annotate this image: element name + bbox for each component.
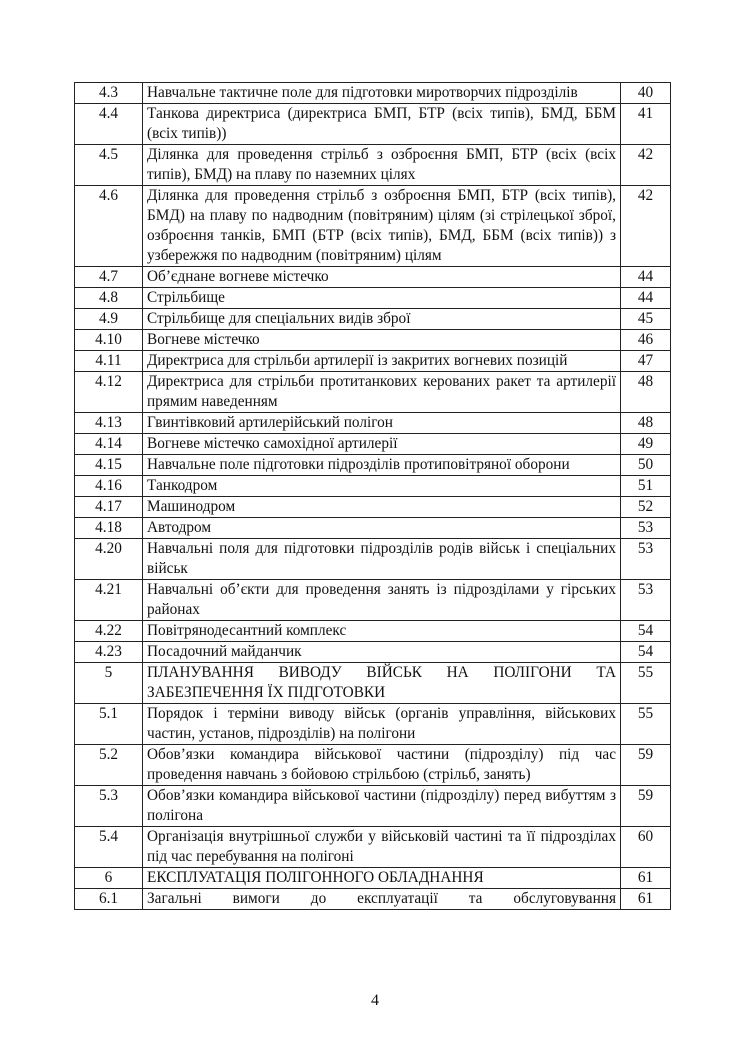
toc-row bbox=[75, 330, 671, 351]
section-title: Обов’язки командира військової частини (підрозділу) перед вибуттям з полігона bbox=[143, 786, 621, 827]
toc-row bbox=[75, 145, 671, 186]
page-ref: 53 bbox=[621, 518, 671, 539]
section-number: 5.3 bbox=[75, 786, 143, 827]
toc-row bbox=[75, 288, 671, 309]
section-title: Навчальне тактичне поле для підготовки миротворчих підрозділів bbox=[143, 83, 621, 104]
page-ref: 59 bbox=[621, 745, 671, 786]
section-title: Автодром bbox=[143, 518, 621, 539]
section-number: 4.6 bbox=[75, 186, 143, 267]
toc-row bbox=[75, 372, 671, 413]
section-number: 4.21 bbox=[75, 580, 143, 621]
section-title: Гвинтівковий артилерійський полігон bbox=[143, 413, 621, 434]
section-title: Об’єднане вогневе містечко bbox=[143, 267, 621, 288]
toc-row bbox=[75, 786, 671, 827]
page-ref: 55 bbox=[621, 663, 671, 704]
toc-row bbox=[75, 267, 671, 288]
toc-row bbox=[75, 663, 671, 704]
toc-row bbox=[75, 476, 671, 497]
section-title: Танкова директриса (директриса БМП, БТР (всіх типів), БМД, ББМ (всіх типів)) bbox=[143, 104, 621, 145]
section-title: Машинодром bbox=[143, 497, 621, 518]
section-number: 4.9 bbox=[75, 309, 143, 330]
toc-row bbox=[75, 351, 671, 372]
toc-row bbox=[75, 455, 671, 476]
section-title: ЕКСПЛУАТАЦІЯ ПОЛІГОННОГО ОБЛАДНАННЯ bbox=[143, 868, 621, 889]
toc-row bbox=[75, 413, 671, 434]
section-number: 4.14 bbox=[75, 434, 143, 455]
toc-row bbox=[75, 434, 671, 455]
page-number: 4 bbox=[371, 992, 379, 1009]
section-number: 4.3 bbox=[75, 83, 143, 104]
page-ref: 52 bbox=[621, 497, 671, 518]
section-number: 5.4 bbox=[75, 827, 143, 868]
toc-row bbox=[75, 745, 671, 786]
toc-row bbox=[75, 497, 671, 518]
section-number: 4.15 bbox=[75, 455, 143, 476]
page-ref: 54 bbox=[621, 621, 671, 642]
page-ref: 53 bbox=[621, 580, 671, 621]
page-ref: 45 bbox=[621, 309, 671, 330]
section-title: Загальні вимоги до експлуатації та обслуговування bbox=[143, 889, 621, 910]
page-ref: 44 bbox=[621, 267, 671, 288]
section-number: 5 bbox=[75, 663, 143, 704]
page-ref: 46 bbox=[621, 330, 671, 351]
page-ref: 54 bbox=[621, 642, 671, 663]
section-number: 6 bbox=[75, 868, 143, 889]
toc-body bbox=[75, 83, 671, 910]
section-number: 4.4 bbox=[75, 104, 143, 145]
section-title: Танкодром bbox=[143, 476, 621, 497]
section-number: 5.2 bbox=[75, 745, 143, 786]
table-of-contents bbox=[74, 82, 671, 910]
page-ref: 40 bbox=[621, 83, 671, 104]
section-title: Вогневе містечко самохідної артилерії bbox=[143, 434, 621, 455]
toc-row bbox=[75, 580, 671, 621]
section-title: ПЛАНУВАННЯ ВИВОДУ ВІЙСЬК НА ПОЛІГОНИ ТА ЗАБЕЗПЕЧЕННЯ ЇХ ПІДГОТОВКИ bbox=[143, 663, 621, 704]
section-number: 5.1 bbox=[75, 704, 143, 745]
toc-row bbox=[75, 104, 671, 145]
section-title: Навчальні об’єкти для проведення занять із підрозділами у гірських районах bbox=[143, 580, 621, 621]
toc-row bbox=[75, 309, 671, 330]
section-number: 4.18 bbox=[75, 518, 143, 539]
toc-row bbox=[75, 868, 671, 889]
section-number: 4.23 bbox=[75, 642, 143, 663]
toc-row bbox=[75, 539, 671, 580]
toc-row bbox=[75, 621, 671, 642]
page-ref: 48 bbox=[621, 372, 671, 413]
page-ref: 55 bbox=[621, 704, 671, 745]
section-title: Повітрянодесантний комплекс bbox=[143, 621, 621, 642]
page-ref: 53 bbox=[621, 539, 671, 580]
section-title: Директриса для стрільби протитанкових керованих ракет та артилерії прямим наведенням bbox=[143, 372, 621, 413]
toc-row bbox=[75, 704, 671, 745]
page-ref: 51 bbox=[621, 476, 671, 497]
toc-row bbox=[75, 83, 671, 104]
section-number: 4.12 bbox=[75, 372, 143, 413]
section-number: 4.13 bbox=[75, 413, 143, 434]
section-title: Порядок і терміни виводу військ (органів управління, військових частин, установ, підрозділів) на полігони bbox=[143, 704, 621, 745]
toc-row bbox=[75, 642, 671, 663]
section-number: 4.17 bbox=[75, 497, 143, 518]
toc-row bbox=[75, 186, 671, 267]
page-ref: 60 bbox=[621, 827, 671, 868]
page-ref: 44 bbox=[621, 288, 671, 309]
section-title: Посадочний майданчик bbox=[143, 642, 621, 663]
section-title: Стрільбище для спеціальних видів зброї bbox=[143, 309, 621, 330]
toc-row bbox=[75, 827, 671, 868]
section-title: Ділянка для проведення стрільб з озброєння БМП, БТР (всіх (всіх типів), БМД) на плаву по наземних цілях bbox=[143, 145, 621, 186]
toc-row bbox=[75, 518, 671, 539]
section-title: Ділянка для проведення стрільб з озброєння БМП, БТР (всіх типів), БМД) на плаву по надводним (повітряним) цілям (зі стрілецької зброї, озброєння танків, БМП (БТР (всіх типів), БМД, ББМ (всіх типів)) з узбережжя по надводним (повітряним) цілям bbox=[143, 186, 621, 267]
section-title: Навчальне поле підготовки підрозділів протиповітряної оборони bbox=[143, 455, 621, 476]
page-ref: 61 bbox=[621, 889, 671, 910]
page-ref: 61 bbox=[621, 868, 671, 889]
section-title: Організація внутрішньої служби у військовій частині та її підрозділах під час перебування на полігоні bbox=[143, 827, 621, 868]
section-title: Обов’язки командира військової частини (підрозділу) під час проведення навчань з бойовою стрільбою (стрільб, занять) bbox=[143, 745, 621, 786]
page-ref: 50 bbox=[621, 455, 671, 476]
section-number: 4.20 bbox=[75, 539, 143, 580]
section-title: Вогневе містечко bbox=[143, 330, 621, 351]
section-number: 4.5 bbox=[75, 145, 143, 186]
section-number: 4.16 bbox=[75, 476, 143, 497]
page-ref: 49 bbox=[621, 434, 671, 455]
page-ref: 41 bbox=[621, 104, 671, 145]
section-title: Стрільбище bbox=[143, 288, 621, 309]
section-number: 4.10 bbox=[75, 330, 143, 351]
section-number: 4.8 bbox=[75, 288, 143, 309]
section-number: 4.22 bbox=[75, 621, 143, 642]
page-ref: 42 bbox=[621, 186, 671, 267]
section-number: 4.11 bbox=[75, 351, 143, 372]
page-ref: 48 bbox=[621, 413, 671, 434]
page-ref: 47 bbox=[621, 351, 671, 372]
section-number: 4.7 bbox=[75, 267, 143, 288]
page-ref: 59 bbox=[621, 786, 671, 827]
page-ref: 42 bbox=[621, 145, 671, 186]
section-title: Директриса для стрільби артилерії із закритих вогневих позицій bbox=[143, 351, 621, 372]
toc-row bbox=[75, 889, 671, 910]
section-title: Навчальні поля для підготовки підрозділів родів військ і спеціальних військ bbox=[143, 539, 621, 580]
section-number: 6.1 bbox=[75, 889, 143, 910]
